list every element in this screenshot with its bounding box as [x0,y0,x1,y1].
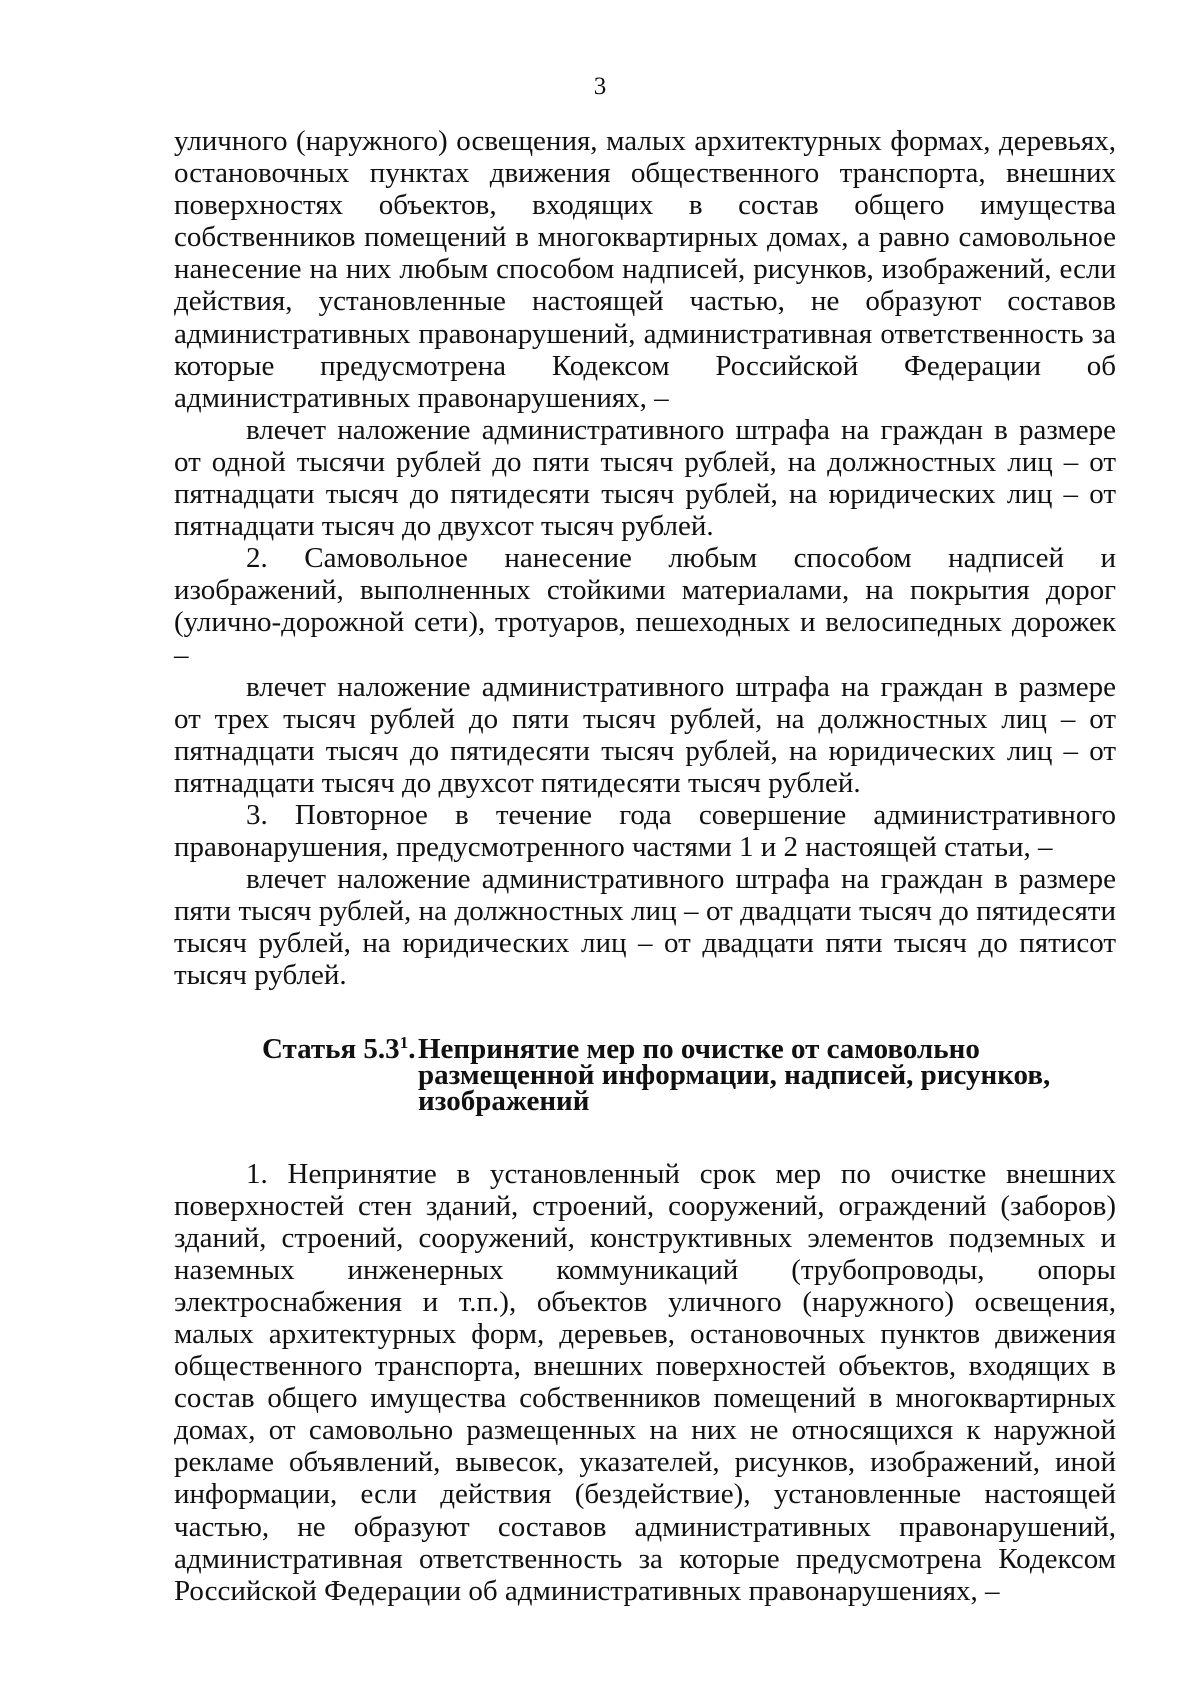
document-body [174,125,1116,1607]
paragraph-intro-continuation: уличного (наружного) освещения, малых архитектурных формах, деревьях, остановочных пунктах движения общественного транспорта, внешних поверхностях объектов, входящих в состав общего имущества собственников помещений в многоквартирных домах, а равно самовольное нанесение на них любым способом надписей, рисунков, изображений, если действия, установленные настоящей частью, не образуют составов административных правонарушений, административная ответственность за которые предусмотрена Кодексом Российской Федерации об административных правонарушениях, – [174,125,1116,414]
article-number [262,1032,416,1065]
article-prefix: Статья 5.3 [262,1032,400,1065]
paragraph-part-3: 3. Повторное в течение года совершение административного правонарушения, предусмотренного частями 1 и 2 настоящей статьи, – [174,798,1116,864]
paragraph-penalty-1: влечет наложение административного штрафа на граждан в размере от одной тысячи рублей до пяти тысяч рублей, на должностных лиц – от пятнадцати тысяч до пятидесяти тысяч рублей, на юридических лиц – от пятнадцати тысяч до двухсот тысяч рублей. [174,413,1116,543]
article-title-line-3: изображений [418,1084,590,1117]
article-superscript: 1 [399,1032,409,1052]
article-title-line-1: Непринятие мер по очистке от самовольно [418,1032,980,1065]
paragraph-article-part-1: 1. Непринятие в установленный срок мер по очистке внешних поверхностей стен зданий, строений, сооружений, ограждений (заборов) зданий, строений, сооружений, конструктивных элементов подземных и наземных инженерных коммуникаций (трубопроводы, опоры электроснабжения и т.п.), объектов уличного (наружного) освещения, малых архитектурных форм, деревьев, остановочных пунктов движения общественного транспорта, внешних поверхностей объектов, входящих в состав общего имущества собственников помещений в многоквартирных домах, от самовольно размещенных на них не относящихся к наружной рекламе объявлений, вывесок, указателей, рисунков, изображений, иной информации, если действия (бездействие), установленные настоящей частью, не образуют составов административных правонарушений, административная ответственность за которые предусмотрена Кодексом Российской Федерации об административных правонарушениях, – [174,1157,1116,1607]
paragraph-penalty-3: влечет наложение административного штрафа на граждан в размере пяти тысяч рублей, на должностных лиц – от двадцати тысяч до пятидесяти тысяч рублей, на юридических лиц – от двадцати пяти тысяч до пятисот тысяч рублей. [174,863,1116,992]
paragraph-penalty-2: влечет наложение административного штрафа на граждан в размере от трех тысяч рублей до пяти тысяч рублей, на должностных лиц – от пятнадцати тысяч до пятидесяти тысяч рублей, на юридических лиц – от пятнадцати тысяч до двухсот пятидесяти тысяч рублей. [174,670,1116,799]
page-number: 3 [593,73,607,100]
paragraph-part-2: 2. Самовольное нанесение любым способом надписей и изображений, выполненных стойкими материалами, на покрытия дорог (улично-дорожной сети), тротуаров, пешеходных и велосипедных дорожек – [174,542,1116,671]
article-heading [174,1032,1116,1117]
article-prefix-end: . [408,1032,416,1065]
article-title-line-2: размещенной информации, надписей, рисунков, [418,1058,1051,1091]
